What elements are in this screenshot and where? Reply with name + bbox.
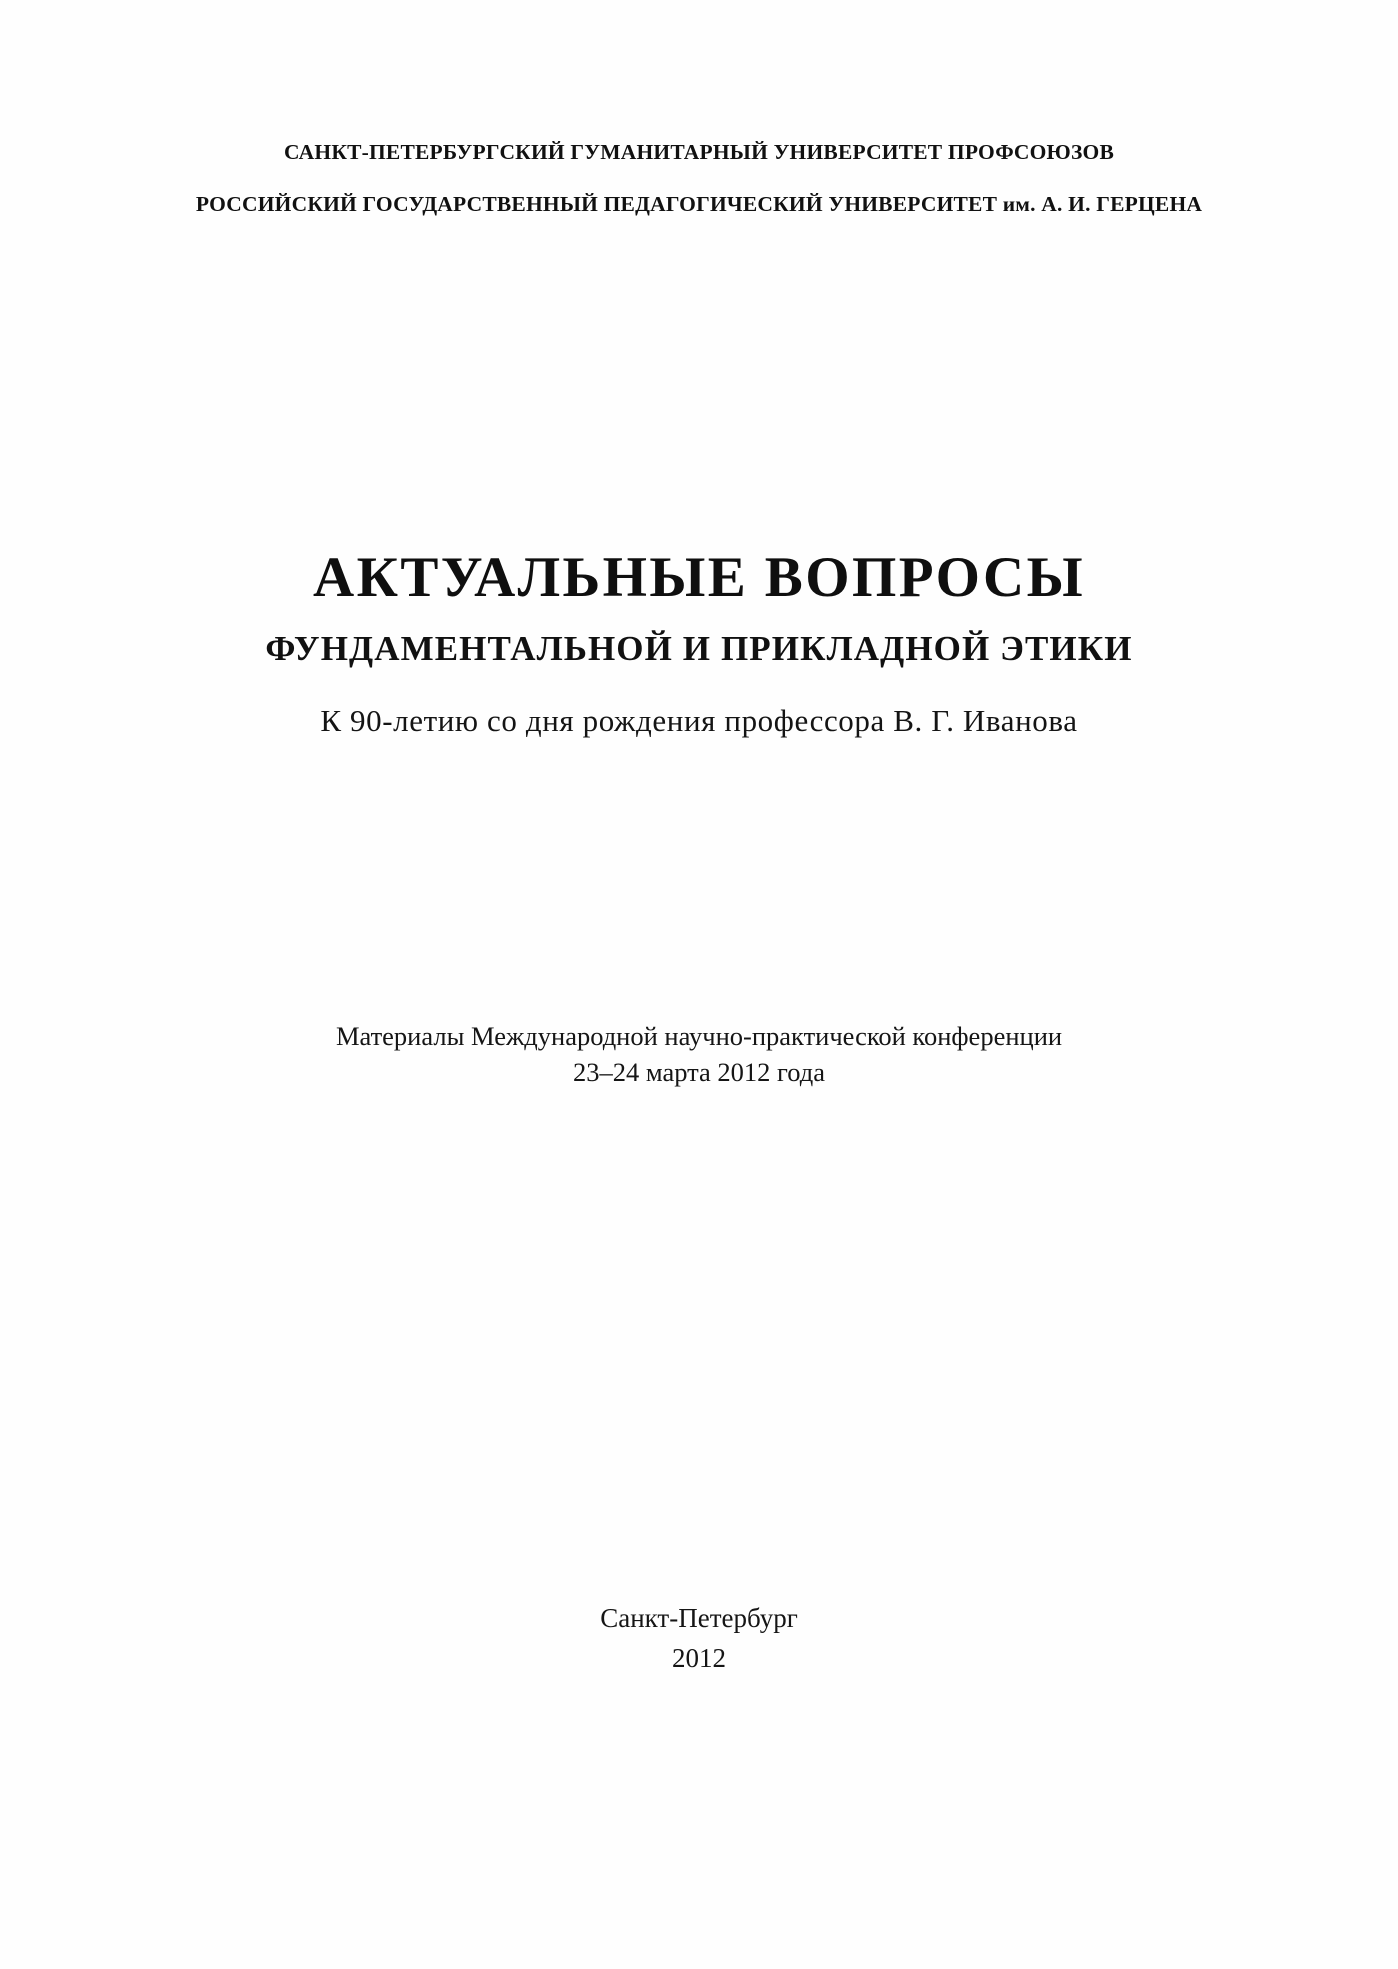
institution-block [0, 140, 1398, 218]
conference-block [0, 1019, 1398, 1091]
imprint-year: 2012 [672, 1643, 726, 1674]
page-subtitle: ФУНДАМЕНТАЛЬНОЙ И ПРИКЛАДНОЙ ЭТИКИ [265, 629, 1133, 669]
imprint-block [0, 1600, 1398, 1677]
page-title: АКТУАЛЬНЫЕ ВОПРОСЫ [313, 545, 1085, 609]
institution-line-2: РОССИЙСКИЙ ГОСУДАРСТВЕННЫЙ ПЕДАГОГИЧЕСКИЙ УНИВЕРСИТЕТ им. А. И. ГЕРЦЕНА [195, 191, 1203, 216]
conference-dates: 23–24 марта 2012 года [573, 1057, 825, 1088]
conference-description: Материалы Международной научно-практической конференции [335, 1021, 1063, 1052]
title-block [0, 545, 1398, 740]
imprint-city: Санкт-Петербург [600, 1603, 798, 1633]
dedication-line: К 90-летию со дня рождения профессора В. Г. Иванова [320, 703, 1078, 739]
institution-line-1: САНКТ-ПЕТЕРБУРГСКИЙ ГУМАНИТАРНЫЙ УНИВЕРСИТЕТ ПРОФСОЮЗОВ [284, 140, 1114, 164]
